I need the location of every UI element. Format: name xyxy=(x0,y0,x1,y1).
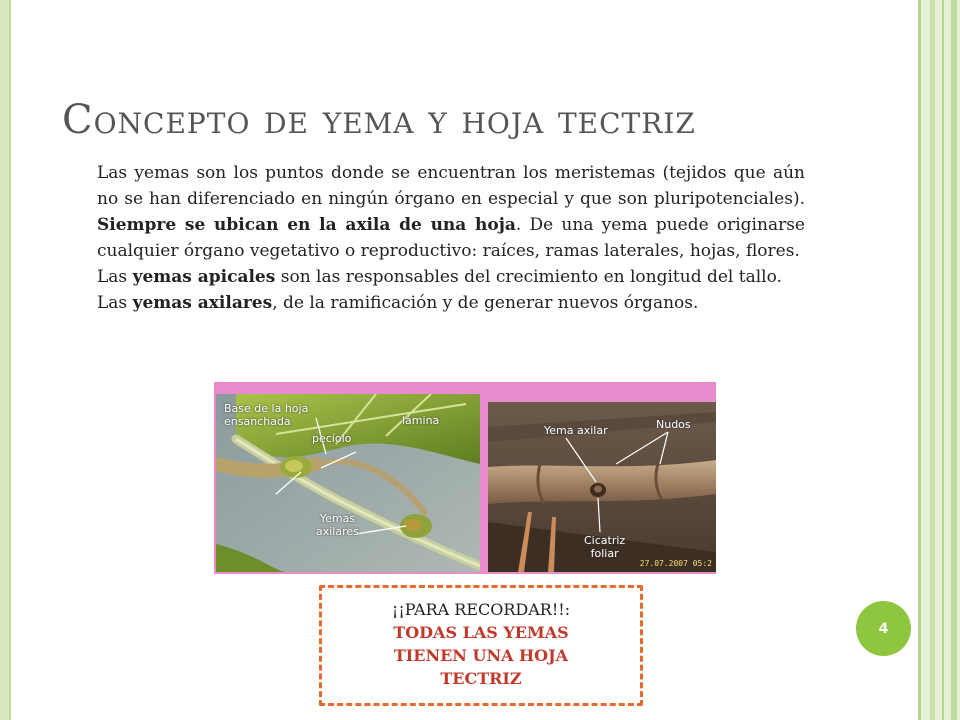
paragraph-axilares xyxy=(97,290,805,316)
reminder-line: TECTRIZ xyxy=(440,669,522,688)
text-span: Las xyxy=(97,267,133,287)
leaf-petiole-photo xyxy=(216,394,480,572)
reminder-heading: ¡¡PARA RECORDAR!!: xyxy=(391,600,571,619)
label-cicatriz-foliar: Cicatriz foliar xyxy=(584,534,626,560)
text-span: . De una yema puede originarse cualquier órgano vegetativo o reproductivo: raíces, ramas laterales, hojas, flores. xyxy=(97,215,805,261)
reminder-line: TODAS LAS YEMAS xyxy=(393,623,569,642)
label-peciolo: pecíolo xyxy=(312,432,352,445)
reminder-line: TIENEN UNA HOJA xyxy=(393,646,569,665)
text-span: Las yemas son los puntos donde se encuentran los meristemas (tejidos que aún no se han diferenciado en ningún órgano en especial y que son pluripotenciales). xyxy=(97,163,805,209)
left-border-decoration xyxy=(0,0,9,720)
stripe xyxy=(951,0,957,720)
label-lamina: lámina xyxy=(402,414,440,427)
bold-text: Siempre se ubican en la axila de una hoja xyxy=(97,215,516,235)
label-nudos: Nudos xyxy=(656,418,691,431)
stem-nodes-photo xyxy=(488,402,716,572)
reminder-box xyxy=(319,585,643,706)
page-number-badge: 4 xyxy=(856,601,911,656)
stripe xyxy=(942,0,944,720)
photo-date-stamp: 27.07.2007 05:2 xyxy=(639,559,712,568)
photo-frame xyxy=(214,382,716,574)
paragraph-yemas xyxy=(97,160,805,264)
label-yema-axilar: Yema axilar xyxy=(544,424,608,437)
stripe xyxy=(918,0,921,720)
label-yemas-axilares: Yemas axilares xyxy=(316,512,359,538)
bold-text: yemas axilares xyxy=(132,293,273,313)
body-text xyxy=(97,160,805,316)
right-stripes-decoration xyxy=(918,0,960,720)
bold-text: yemas apicales xyxy=(132,267,276,287)
paragraph-apicales xyxy=(97,264,805,290)
text-span: , de la ramificación y de generar nuevos órganos. xyxy=(272,293,699,313)
slide-title: Concepto de yema y hoja tectriz xyxy=(62,97,696,143)
text-span: son las responsables del crecimiento en longitud del tallo. xyxy=(275,267,782,287)
stripe xyxy=(930,0,935,720)
text-span: Las xyxy=(97,293,133,313)
left-border-line xyxy=(9,0,11,720)
label-base-hoja: Base de la hoja ensanchada xyxy=(224,402,309,428)
